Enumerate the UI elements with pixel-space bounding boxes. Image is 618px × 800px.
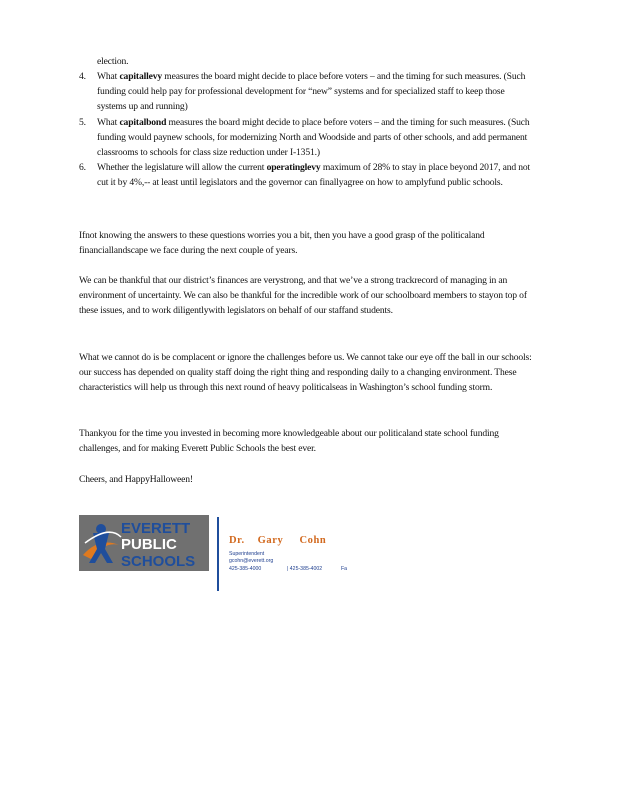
paragraph: Ifnot knowing the answers to these questions worries you a bit, then you have a good grasp of the politicaland financiallandscape we face during the next couple of years. — [79, 230, 485, 257]
logo-line: EVERETT — [121, 520, 191, 537]
logo-line: PUBLIC — [121, 536, 177, 553]
signer-title: Superintendent — [229, 551, 265, 557]
item-text: What — [97, 71, 120, 82]
signer-email[interactable]: gcohn@everett.org — [229, 558, 274, 564]
item-bold: operatinglevy — [266, 162, 321, 174]
signer-fax-number: | 425-385-4002 — [287, 566, 323, 572]
closing: Cheers, and HappyHalloween! — [79, 474, 193, 485]
list-item — [79, 69, 534, 115]
district-logo — [79, 515, 209, 571]
signature-divider — [217, 517, 219, 591]
item-text: measures the board might decide to place before voters – and the timing for such measures. (Such funding would paynew schools, for modernizing North and Woodside and parts of other schools, and add permanent classrooms to schools for class size reduction under I-1351.) — [97, 116, 530, 159]
list-number: 6. — [79, 162, 86, 174]
paragraph: What we cannot do is be complacent or ignore the challenges before us. We cannot take our eye off the ball in our schools: our success has depended on quality staff doing the right thing and responding daily to a changing environment. These characteristics will help us through this next round of heavy politicalseas in Washington’s school funding storm. — [79, 352, 532, 394]
logo-graphic — [79, 515, 209, 571]
paragraph: Thankyou for the time you invested in becoming more knowledgeable about our politicaland state school funding challenges, and for making Everett Public Schools the best ever. — [79, 428, 499, 455]
item-text: What — [97, 116, 120, 128]
list-number: 4. — [79, 71, 86, 82]
list-item-continuation: election. — [97, 56, 129, 67]
signer-phone: 425-385-4000 — [229, 566, 262, 572]
email-signature — [79, 515, 379, 575]
item-text: measures the board might decide to place before voters – and the timing for such measures. (Such funding could help pay for professional development for “new” systems and for specialized staff to keep those systems up and running) — [97, 71, 526, 113]
question-list — [79, 69, 534, 191]
list-number: 5. — [79, 116, 86, 128]
item-bold: capitalbond — [119, 116, 167, 128]
item-text: Whether the legislature will allow the current — [97, 162, 267, 174]
item-text: maximum of 28% to stay in place beyond 2017, and not cut it by 4%,-- at least until legislators and the governor can finallyagree on how to amplyfund public schools. — [97, 162, 531, 189]
logo-line: SCHOOLS — [121, 553, 196, 570]
signer-fax-label: Fa — [341, 566, 348, 572]
list-item — [79, 115, 534, 161]
fax-number: 425-385-4002 — [289, 566, 323, 572]
signer-name: Dr. Gary Cohn — [229, 535, 327, 546]
list-item — [79, 160, 534, 190]
paragraph: We can be thankful that our district’s finances are verystrong, and that we’ve a strong trackrecord of managing in an environment of uncertainty. We can also be thankful for the incredible work of our schoolboard members to stayon top of these issues, and to work diligentlywith legislators on behalf of our staffand students. — [79, 275, 527, 317]
item-bold: capitallevy — [119, 71, 163, 82]
